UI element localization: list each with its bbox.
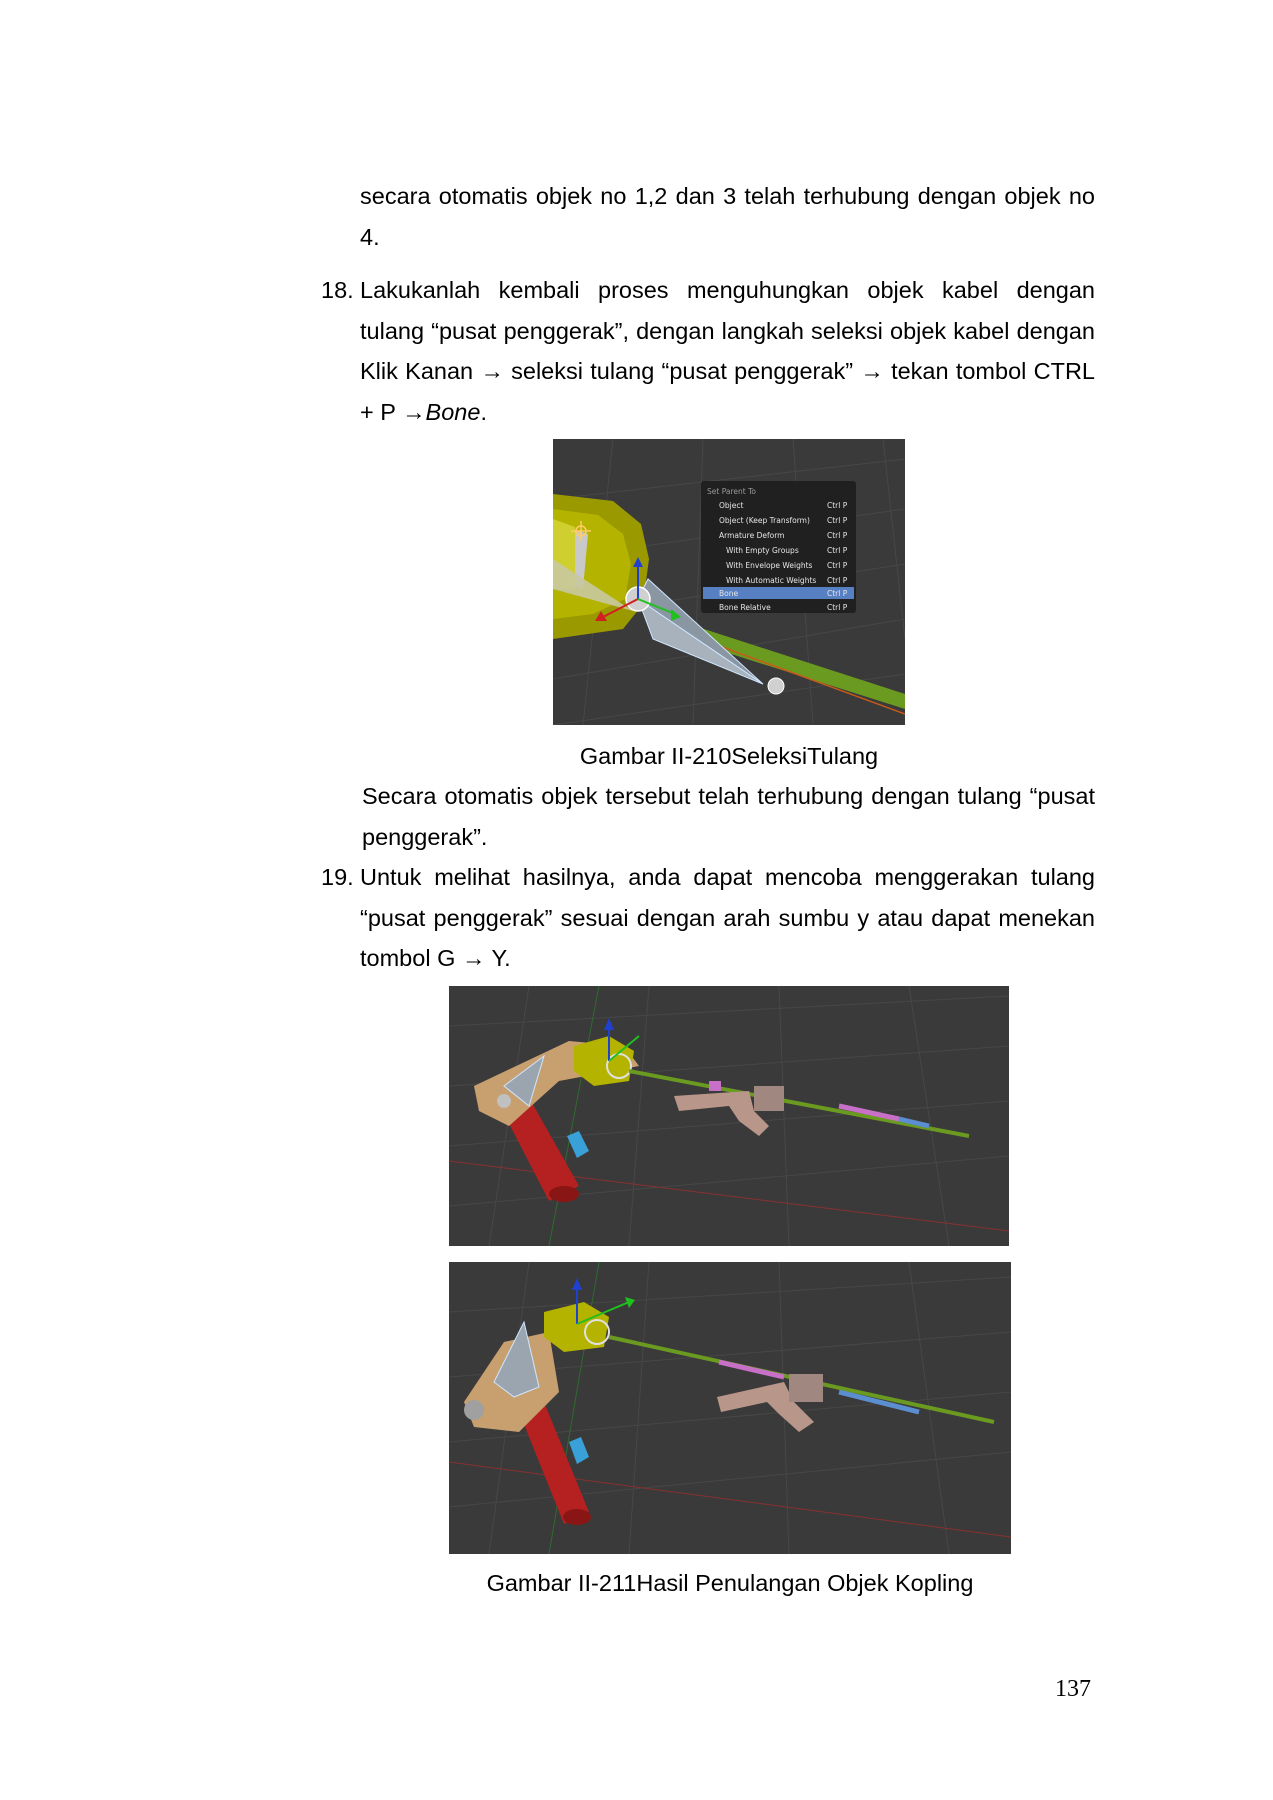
menu-shortcut: Ctrl P bbox=[827, 531, 848, 540]
menu-shortcut: Ctrl P bbox=[827, 546, 848, 555]
list-number-19: 19. bbox=[321, 864, 354, 890]
figure-211-image-bottom bbox=[449, 1262, 1011, 1554]
figure-211-image-top bbox=[449, 986, 1009, 1246]
text-line: Lakukanlah kembali proses menguhungkan objek kabel dengan bbox=[360, 277, 1095, 303]
menu-item-with-empty-groups[interactable]: With Empty Groups bbox=[726, 546, 799, 555]
figure-210-image bbox=[553, 439, 905, 725]
menu-shortcut: Ctrl P bbox=[827, 576, 848, 585]
text-line: tombol G → Y. bbox=[360, 945, 511, 971]
figure-211-caption: Gambar II-211Hasil Penulangan Objek Kopling bbox=[486, 1570, 974, 1596]
page-number: 137 bbox=[1055, 1676, 1091, 1702]
menu-shortcut: Ctrl P bbox=[827, 603, 848, 612]
menu-shortcut: Ctrl P bbox=[827, 516, 848, 525]
text-line: penggerak”. bbox=[362, 823, 488, 850]
menu-shortcut: Ctrl P bbox=[827, 561, 848, 570]
list-item-19 bbox=[360, 857, 1095, 979]
menu-item-armature-deform[interactable]: Armature Deform bbox=[719, 531, 785, 540]
list-item-18 bbox=[360, 270, 1095, 432]
text-line: Untuk melihat hasilnya, anda dapat mencoba menggerakan tulang bbox=[360, 864, 1095, 890]
figure-210-caption: Gambar II-210SeleksiTulang bbox=[579, 743, 879, 769]
text-line: Secara otomatis objek tersebut telah terhubung dengan tulang “pusat bbox=[362, 783, 1095, 809]
set-parent-menu bbox=[701, 481, 856, 613]
menu-item-bone[interactable]: Bone bbox=[719, 589, 739, 598]
menu-item-object[interactable]: Object bbox=[719, 501, 744, 510]
text-line: “pusat penggerak” sesuai dengan arah sumbu y atau dapat menekan bbox=[360, 904, 1095, 931]
menu-item-with-automatic-weights[interactable]: With Automatic Weights bbox=[726, 576, 817, 585]
paragraph-continuation bbox=[360, 176, 1095, 257]
paragraph-result bbox=[362, 776, 1095, 857]
list-number-18: 18. bbox=[321, 277, 354, 303]
menu-shortcut: Ctrl P bbox=[827, 501, 848, 510]
menu-item-object-keep-transform[interactable]: Object (Keep Transform) bbox=[719, 516, 810, 525]
text-line: tulang “pusat penggerak”, dengan langkah seleksi objek kabel dengan bbox=[360, 317, 1095, 344]
bone-italic: Bone bbox=[425, 398, 481, 425]
blender-viewport-parent-menu bbox=[553, 439, 905, 725]
menu-item-bone-relative[interactable]: Bone Relative bbox=[719, 603, 771, 612]
text-line: 4. bbox=[360, 223, 380, 250]
blender-viewport-clutch-moved bbox=[449, 1262, 1011, 1554]
blender-viewport-clutch-rest bbox=[449, 986, 1009, 1246]
menu-title: Set Parent To bbox=[707, 487, 756, 496]
text-line: secara otomatis objek no 1,2 dan 3 telah terhubung dengan objek no bbox=[360, 183, 1095, 209]
text-line: Klik Kanan → seleksi tulang “pusat penggerak” → tekan tombol CTRL bbox=[360, 358, 1095, 384]
menu-item-with-envelope-weights[interactable]: With Envelope Weights bbox=[726, 561, 813, 570]
text-line bbox=[360, 392, 1095, 433]
text-segment: + P → bbox=[360, 398, 426, 425]
menu-shortcut: Ctrl P bbox=[827, 589, 848, 598]
text-segment: . bbox=[480, 398, 487, 425]
